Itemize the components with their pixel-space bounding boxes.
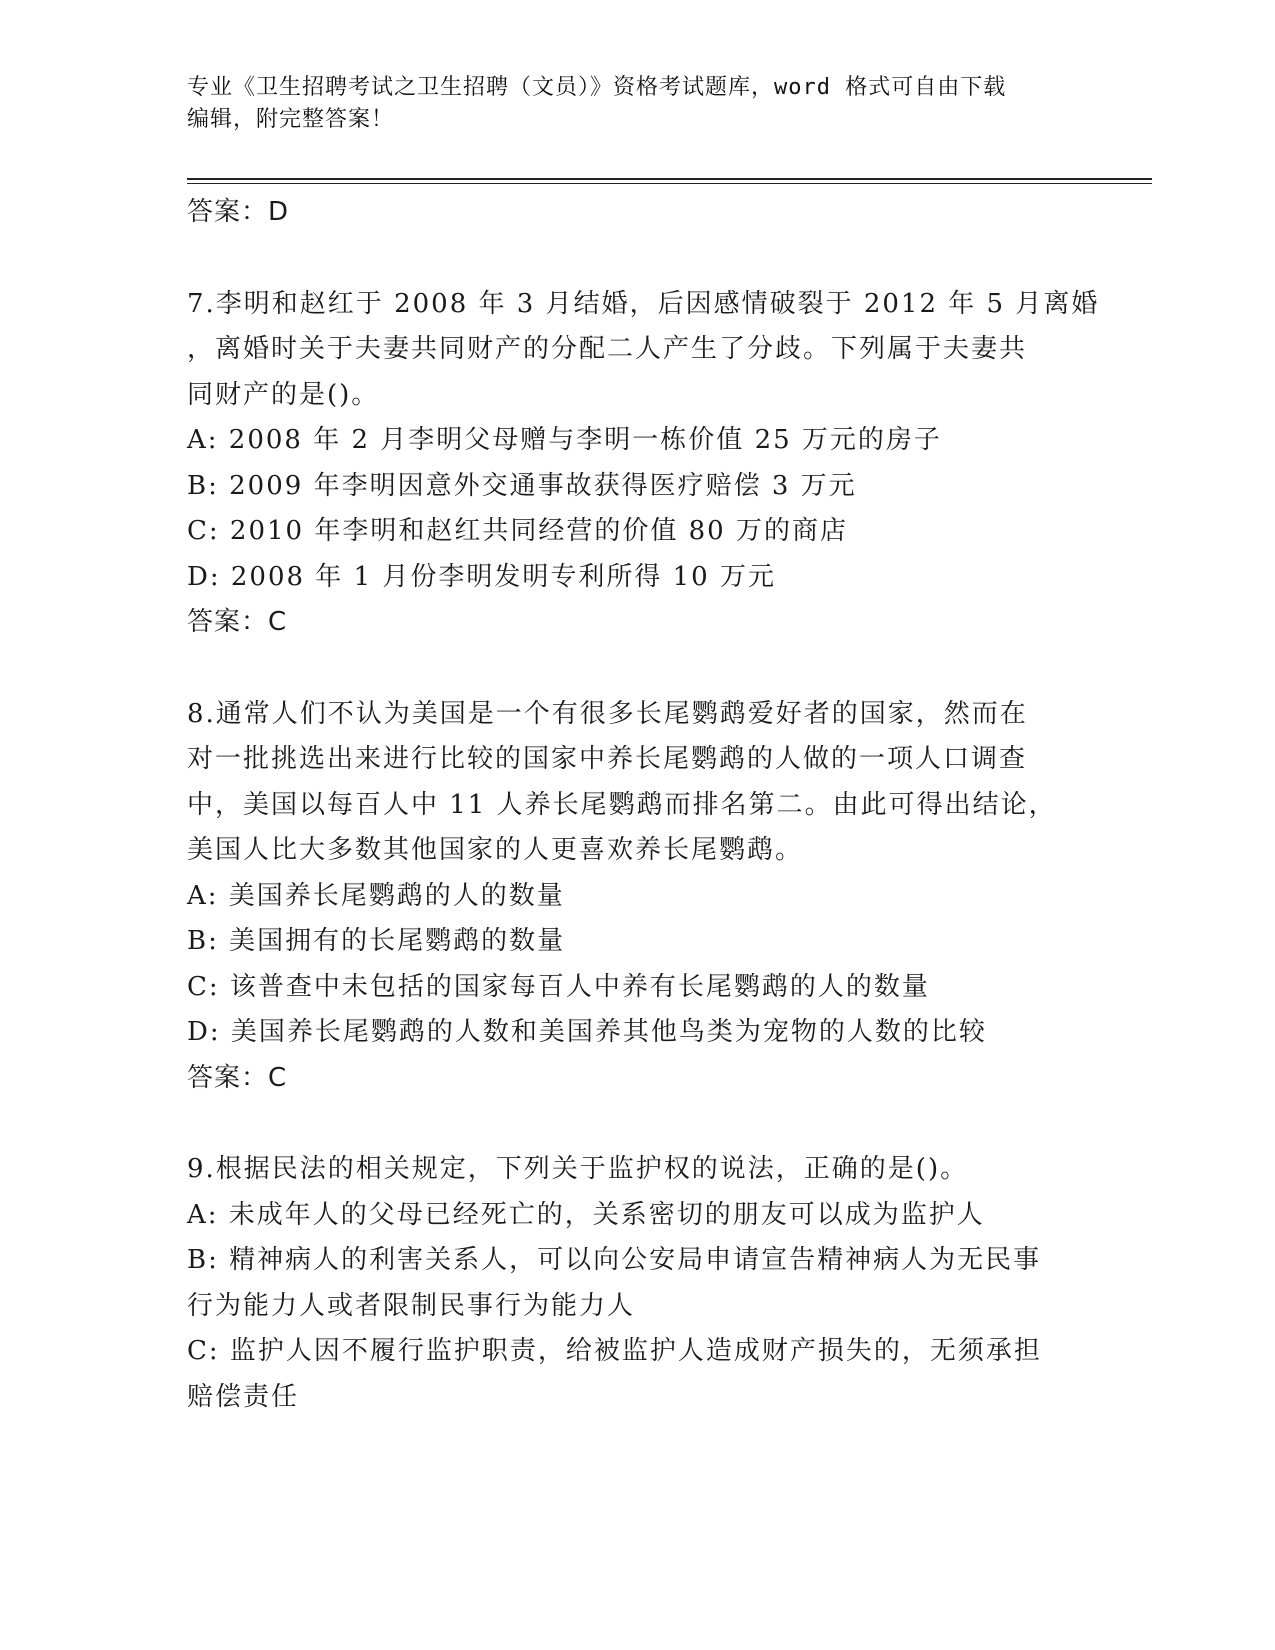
option-a: A: 美国养长尾鹦鹉的人的数量 [187, 880, 565, 911]
question-text-line: 中，美国以每百人中 11 人养长尾鹦鹉而排名第二。由此可得出结论， [187, 789, 1057, 820]
option-a: A: 未成年人的父母已经死亡的，关系密切的朋友可以成为监护人 [187, 1199, 985, 1230]
question-text-line: 9.根据民法的相关规定，下列关于监护权的说法，正确的是()。 [187, 1154, 969, 1184]
spacer [187, 1101, 1087, 1147]
question-8 [187, 692, 1087, 1102]
spacer [187, 646, 1087, 692]
question-text-line: 7.李明和赵红于 2008 年 3 月结婚，后因感情破裂于 2012 年 5 月离婚 [187, 288, 1100, 319]
question-text-line: 对一批挑选出来进行比较的国家中养长尾鹦鹉的人做的一项人口调查 [187, 744, 1028, 774]
question-text-line: 8.通常人们不认为美国是一个有很多长尾鹦鹉爱好者的国家，然而在 [187, 698, 1028, 729]
question-9 [187, 1147, 1087, 1420]
option-c: C: 该普查中未包括的国家每百人中养有长尾鹦鹉的人的数量 [187, 971, 930, 1002]
answer: 答案：C [187, 607, 288, 637]
question-text-line: 同财产的是()。 [187, 379, 380, 410]
option-d: D: 美国养长尾鹦鹉的人数和美国养其他鸟类为宠物的人数的比较 [187, 1017, 987, 1047]
spacer [187, 236, 1087, 282]
option-b-continued: 行为能力人或者限制民事行为能力人 [187, 1290, 636, 1321]
option-b: B: 2009 年李明因意外交通事故获得医疗赔偿 3 万元 [187, 470, 857, 501]
header-rule-thin [187, 183, 1152, 184]
document-body [187, 190, 1100, 1420]
option-c: C: 监护人因不履行监护职责，给被监护人造成财产损失的，无须承担 [187, 1336, 1042, 1366]
document-header [187, 72, 1067, 136]
header-line-2: 编辑，附完整答案！ [187, 107, 395, 132]
option-d: D: 2008 年 1 月份李明发明专利所得 10 万元 [187, 561, 776, 592]
option-a: A: 2008 年 2 月李明父母赠与李明一栋价值 25 万元的房子 [187, 425, 942, 455]
header-rule-thick [187, 178, 1152, 180]
option-c-continued: 赔偿责任 [187, 1381, 300, 1412]
header-line-1: 专业《卫生招聘考试之卫生招聘（文员）》资格考试题库，word 格式可自由下载 [187, 75, 1007, 100]
option-b: B: 精神病人的利害关系人，可以向公安局申请宣告精神病人为无民事 [187, 1245, 1042, 1275]
answer: 答案：C [187, 1062, 288, 1093]
question-text-line: 美国人比大多数其他国家的人更喜欢养长尾鹦鹉。 [187, 835, 804, 865]
option-c: C: 2010 年李明和赵红共同经营的价值 80 万的商店 [187, 516, 848, 546]
question-7 [187, 282, 1100, 646]
question-text-line: ，离婚时关于夫妻共同财产的分配二人产生了分歧。下列属于夫妻共 [187, 334, 1028, 364]
option-b: B: 美国拥有的长尾鹦鹉的数量 [187, 926, 566, 956]
answer-previous: 答案：D [187, 197, 290, 227]
